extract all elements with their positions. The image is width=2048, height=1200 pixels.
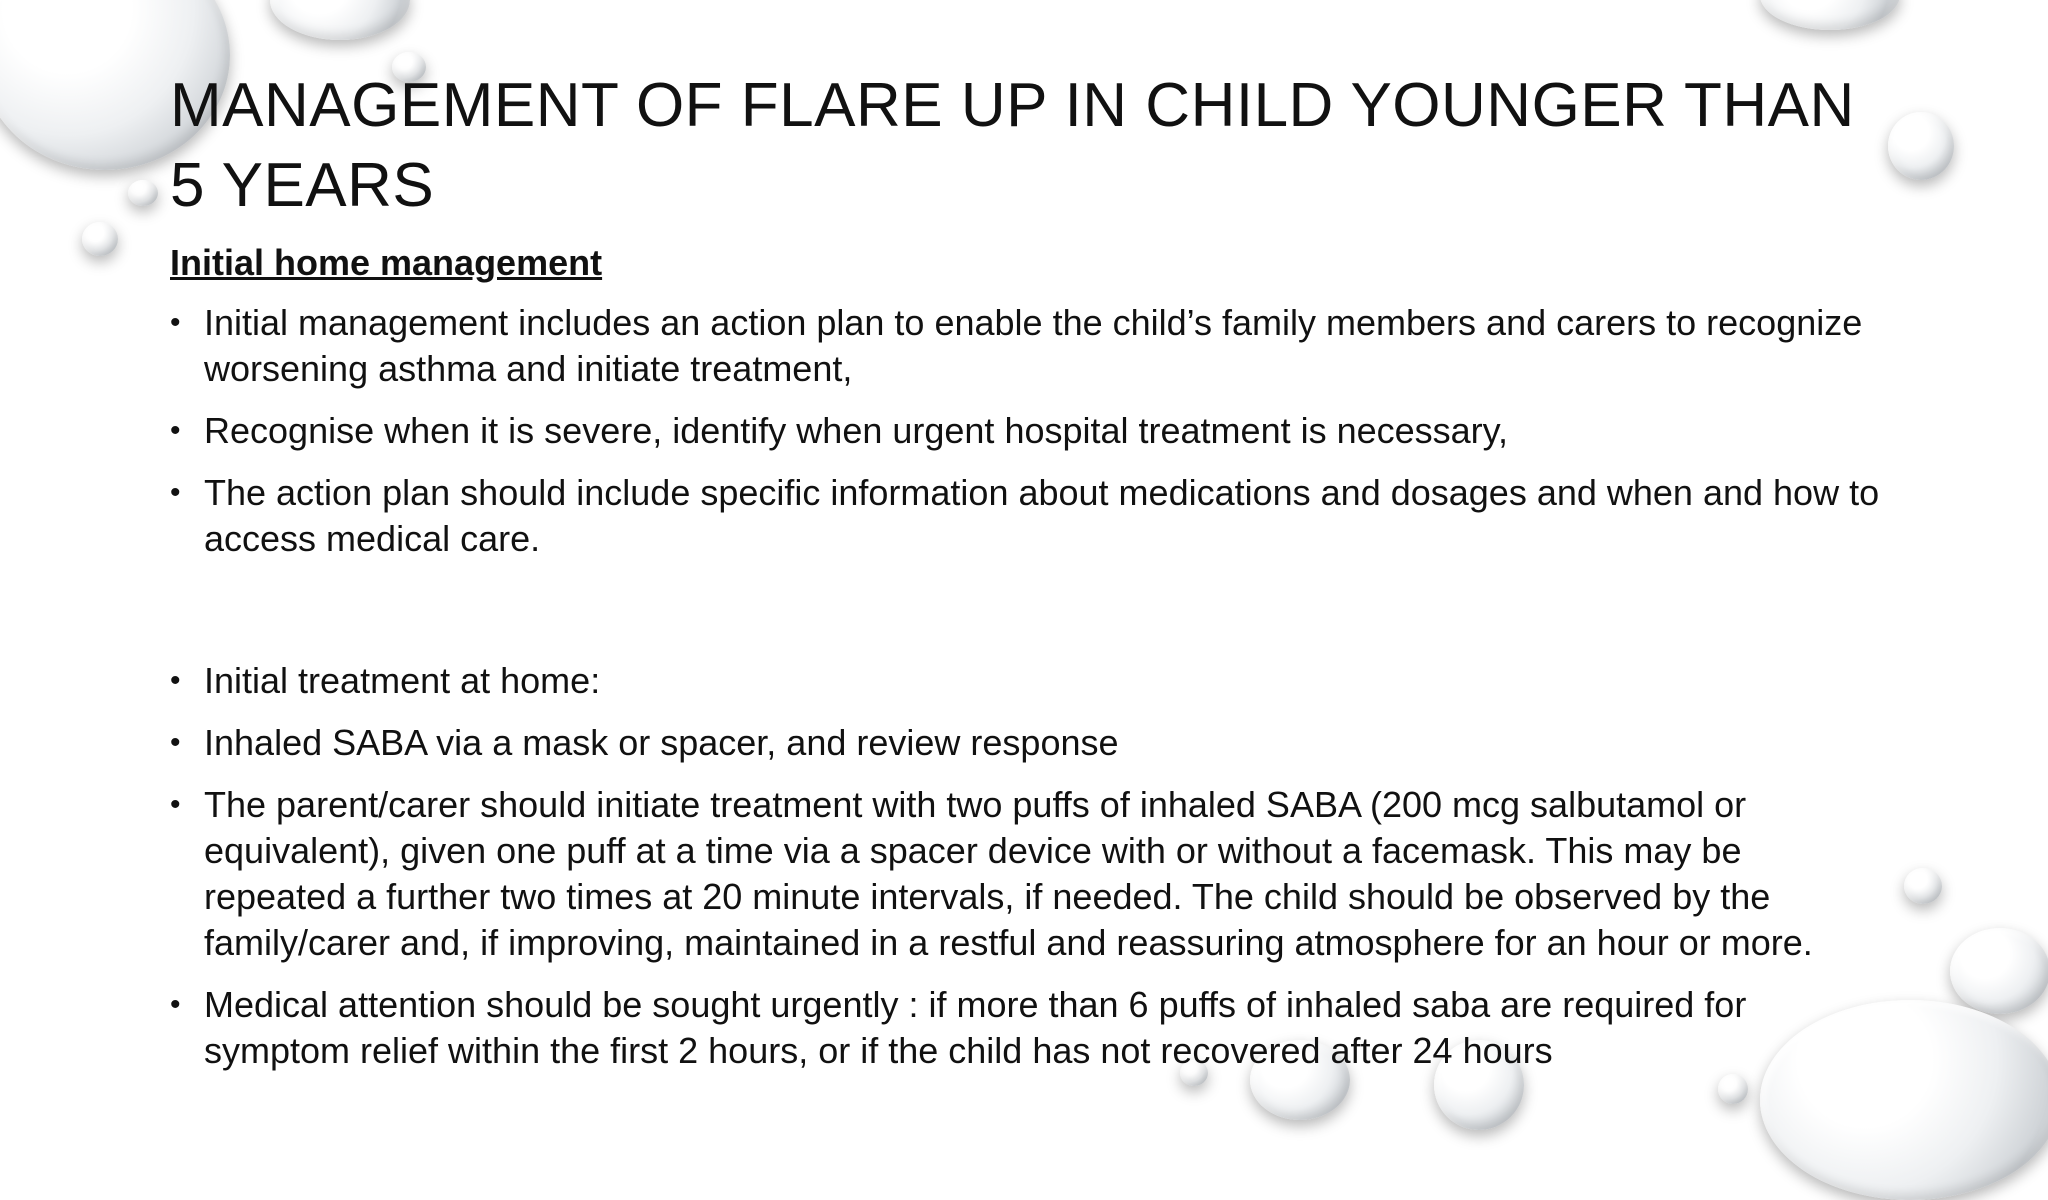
slide-title: MANAGEMENT OF FLARE UP IN CHILD YOUNGER THAN 5 YEARS <box>170 71 1855 220</box>
bullet-text: Recognise when it is severe, identify when urgent hospital treatment is necessary, <box>204 410 1508 451</box>
water-droplet-decoration <box>1904 868 1942 904</box>
bullet-marker: • <box>170 476 181 509</box>
list-spacer <box>170 578 1890 642</box>
bullet-text: Initial management includes an action plan to enable the child’s family members and carers to recognize worsening asthma and initiate treatment, <box>204 302 1863 389</box>
bullet-item <box>170 782 1890 966</box>
bullet-marker: • <box>170 726 181 759</box>
section-subheading: Initial home management <box>170 242 603 283</box>
bullet-text: Medical attention should be sought urgently : if more than 6 puffs of inhaled saba are required for symptom relief within the first 2 hours, or if the child has not recovered after 24 hours <box>204 984 1747 1071</box>
bullet-item <box>170 408 1890 454</box>
bullet-item <box>170 470 1890 562</box>
bullet-list <box>170 300 1890 1090</box>
bullet-item <box>170 720 1890 766</box>
bullet-item <box>170 658 1890 704</box>
bullet-marker: • <box>170 988 181 1021</box>
water-droplet-decoration <box>128 180 158 206</box>
water-droplet-decoration <box>82 222 118 256</box>
bullet-marker: • <box>170 788 181 821</box>
bullet-text: Inhaled SABA via a mask or spacer, and review response <box>204 722 1119 763</box>
bullet-text: Initial treatment at home: <box>204 660 601 701</box>
bullet-marker: • <box>170 414 181 447</box>
bullet-marker: • <box>170 664 181 697</box>
water-droplet-decoration <box>1950 928 2048 1014</box>
water-droplet-decoration <box>1888 112 1954 180</box>
bullet-text: The action plan should include specific information about medications and dosages and when and how to access medical care. <box>204 472 1880 559</box>
water-droplet-decoration <box>270 0 410 40</box>
bullet-marker: • <box>170 306 181 339</box>
bullet-item <box>170 982 1890 1074</box>
water-droplet-decoration <box>1760 0 1900 30</box>
bullet-text: The parent/carer should initiate treatment with two puffs of inhaled SABA (200 mcg salbutamol or equivalent), given one puff at a time via a spacer device with or without a facemask. This may be repeated a further two times at 20 minute intervals, if needed. The child should be observed by the family/carer and, if improving, maintained in a restful and reassuring atmosphere for an hour or more. <box>204 784 1813 963</box>
bullet-item <box>170 300 1890 392</box>
